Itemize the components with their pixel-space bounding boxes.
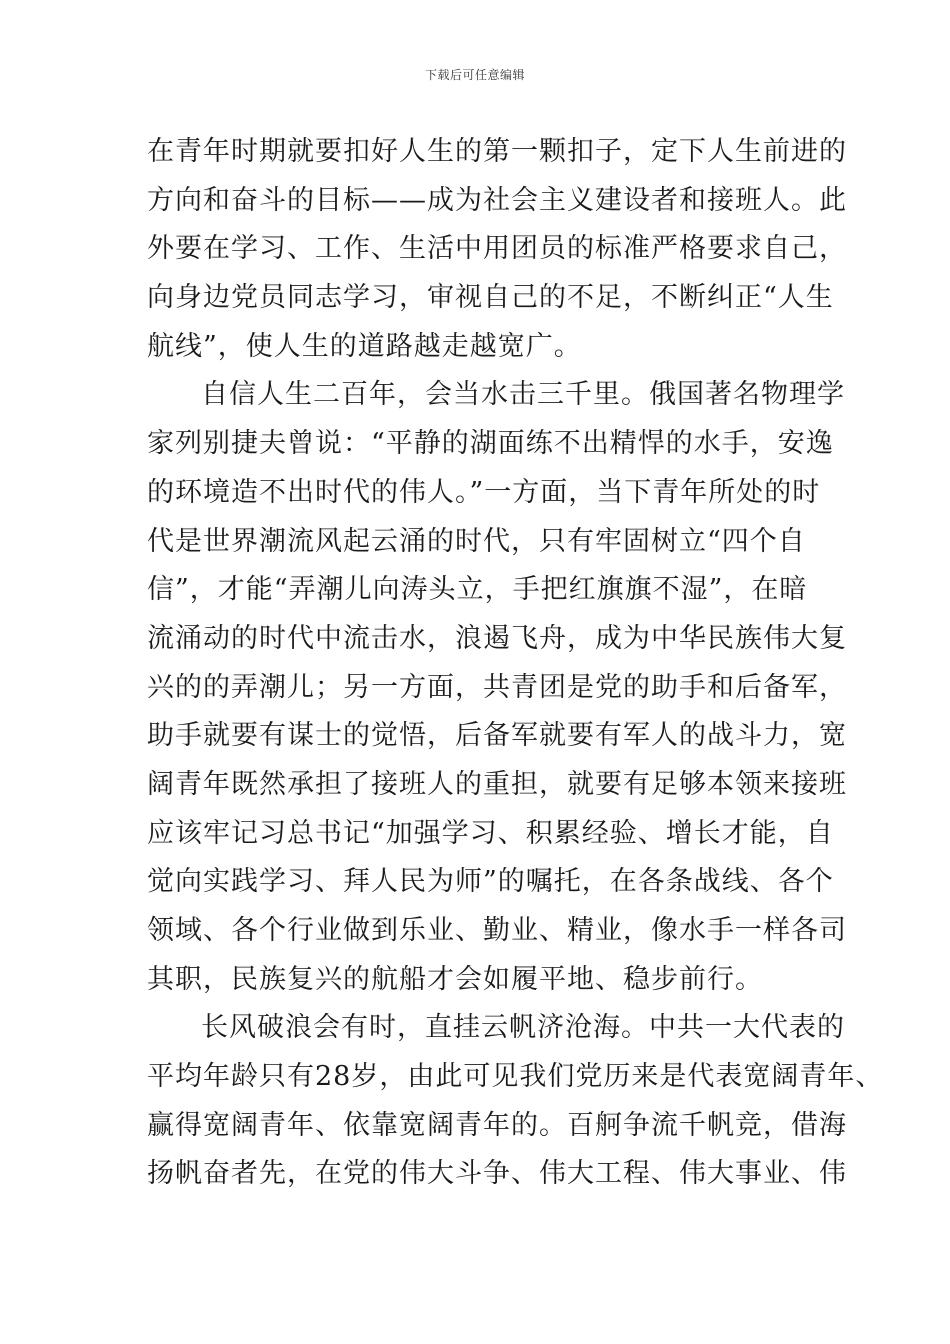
text-line: 扬帆奋者先，在党的伟大斗争、伟大工程、伟大事业、伟: [147, 1158, 847, 1190]
text-line: 其职，民族复兴的航船才会如履平地、稳步前行。: [147, 963, 763, 995]
text-line: 家列别捷夫曾说：“平静的湖面练不出精悍的水手，安逸: [147, 428, 834, 460]
text-line: 流涌动的时代中流击水，浪遏飞舟，成为中华民族伟大复: [147, 622, 847, 654]
text-line: 方向和奋斗的目标——成为社会主义建设者和接班人。此: [147, 184, 847, 216]
text-line: 向身边党员同志学习，审视自己的不足，不断纠正“人生: [147, 282, 834, 314]
text-line: 外要在学习、工作、生活中用团员的标准严格要求自己，: [147, 233, 847, 265]
text-line: 在青年时期就要扣好人生的第一颗扣子，定下人生前进的: [147, 136, 847, 167]
text-line: 代是世界潮流风起云涌的时代，只有牢固树立“四个自: [147, 525, 806, 557]
page-header: 下载后可任意编辑: [424, 68, 525, 82]
text-line: 信”，才能“弄潮儿向涛头立，手把红旗旗不湿”，在暗: [147, 574, 808, 606]
text-line: 领域、各个行业做到乐业、勤业、精业，像水手一样各司: [147, 915, 847, 946]
text-line: 觉向实践学习、拜人民为师”的嘱托，在各条战线、各个: [147, 866, 834, 898]
text-line: 的环境造不出时代的伟人。”一方面，当下青年所处的时: [147, 476, 821, 508]
paragraph-first-line: 长风破浪会有时，直挂云帆济沧海。中共一大代表的: [201, 1012, 845, 1044]
paragraph-first-line: 自信人生二百年，会当水击三千里。俄国著名物理学: [201, 379, 845, 411]
text-line: 阔青年既然承担了接班人的重担，就要有足够本领来接班: [147, 768, 847, 800]
document-body: [147, 128, 884, 1199]
text-line: 航线”，使人生的道路越走越宽广。: [147, 330, 582, 362]
text-line: 兴的的弄潮儿；另一方面，共青团是党的助手和后备军，: [147, 671, 847, 703]
text-line: 应该牢记习总书记“加强学习、积累经验、增长才能，自: [147, 817, 834, 849]
text-line: 助手就要有谋士的觉悟，后备军就要有军人的战斗力，宽: [147, 720, 847, 752]
text-line: 平均年龄只有28岁，由此可见我们党历来是代表宽阔青年、: [147, 1061, 884, 1093]
text-line: 赢得宽阔青年、依靠宽阔青年的。百舸争流千帆竞，借海: [147, 1109, 847, 1141]
